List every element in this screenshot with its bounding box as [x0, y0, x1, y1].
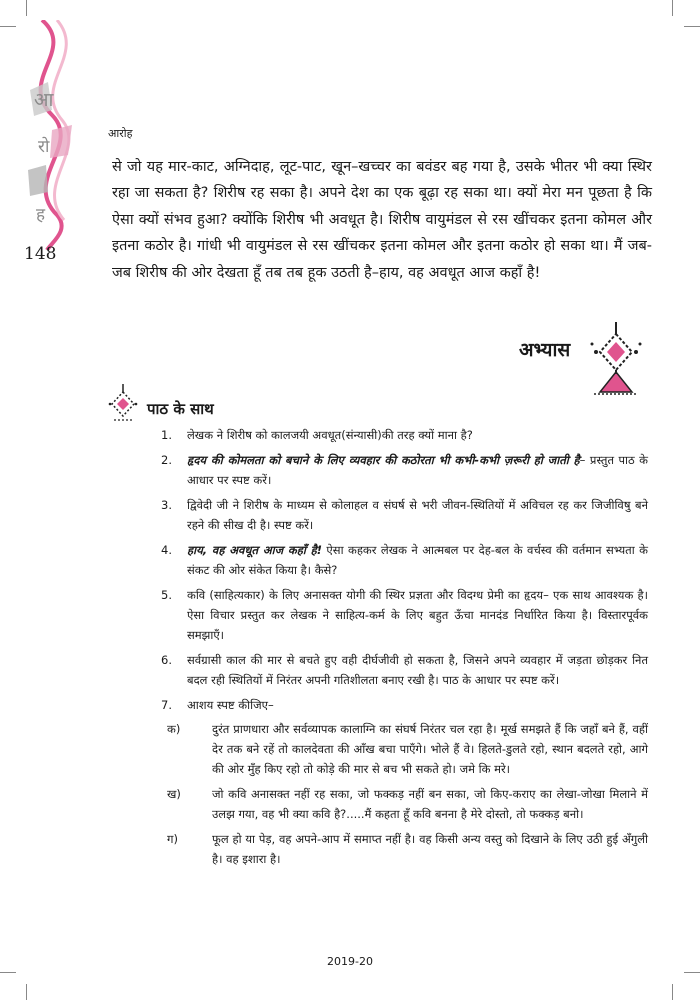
question-item — [158, 495, 648, 535]
sub-question-text: दुरंत प्राणधारा और सर्वव्यापक कालाग्नि का संघर्ष निरंतर चल रहा है। मूर्ख समझते हैं कि जहाँ बने हैं, वहीं देर तक बने रहें तो कालदेवता की आँख बचा पाएँगे। भोले हैं वे। हिलते-डुलते रहो, स्थान बदलते रहो, आगे की ओर मुँह किए रहो तो कोड़े की मार से बच भी सकते हो। जमे कि मरे। — [212, 722, 648, 776]
question-number: 2. — [161, 453, 172, 467]
side-letter: ह — [36, 205, 46, 225]
question-item — [158, 450, 648, 490]
section-motif-icon — [108, 384, 138, 424]
question-item — [158, 695, 648, 869]
question-number: 7. — [161, 698, 172, 712]
crop-mark — [0, 972, 16, 973]
sub-question-text: जो कवि अनासक्त नहीं रह सका, जो फक्कड़ नहीं बन सका, जो किए-कराए का लेखा-जोखा मिलाने में उलझ गया, वह भी क्या कवि है?.....मैं कहता हूँ कवि बनना है मेरे दोस्तो, तो फक्कड़ बनो। — [212, 787, 648, 821]
question-item — [158, 540, 648, 580]
crop-mark — [26, 0, 27, 16]
sub-question-list — [167, 719, 648, 869]
question-list — [158, 425, 648, 874]
question-number: 1. — [161, 428, 172, 442]
side-ribbon-decoration — [22, 20, 92, 250]
sub-question-label: क) — [167, 722, 181, 736]
crop-mark — [684, 26, 700, 27]
question-text: आशय स्पष्ट कीजिए– — [187, 698, 274, 712]
page-number: 148 — [24, 244, 57, 264]
crop-mark — [26, 984, 27, 1000]
question-text: ऐसा कहकर लेखक ने आत्मबल पर देह-बल के वर्चस्व की वर्तमान सभ्यता के संकट की ओर संकेत किया है। कैसे? — [187, 543, 648, 577]
question-text: लेखक ने शिरीष को कालजयी अवधूत(संन्यासी)की तरह क्यों माना है? — [187, 428, 473, 442]
question-text: द्विवेदी जी ने शिरीष के माध्यम से कोलाहल व संघर्ष से भरी जीवन-स्थितियों में अविचल रह कर जिजीविषु बने रहने की सीख दी है। स्पष्ट करें। — [187, 498, 648, 532]
question-text: – प्रस्तुत पाठ के आधार पर स्पष्ट करें। — [187, 453, 649, 487]
crop-mark — [672, 984, 673, 1000]
exercise-heading: अभ्यास — [519, 339, 571, 361]
page-footer-year: 2019-20 — [327, 955, 373, 968]
side-letter: रो — [38, 137, 50, 157]
section-heading: पाठ के साथ — [147, 400, 214, 418]
question-number: 6. — [161, 653, 172, 667]
sub-question-item — [167, 719, 648, 779]
question-item — [158, 585, 648, 645]
crop-mark — [0, 26, 16, 27]
question-text: कवि (साहित्यकार) के लिए अनासक्त योगी की स्थिर प्रज्ञता और विदग्ध प्रेमी का हृदय– एक साथ आवश्यक है। ऐसा विचार प्रस्तुत कर लेखक ने साहित्य-कर्म के लिए बहुत ऊँचा मानदंड निर्धारित किया है। विस्तारपूर्वक समझाएँ। — [187, 588, 648, 642]
sub-question-label: ख) — [167, 787, 181, 801]
sub-question-item — [167, 784, 648, 824]
sub-question-item — [167, 829, 648, 869]
intro-paragraph: से जो यह मार-काट, अग्निदाह, लूट-पाट, खून–खच्चर का बवंडर बह गया है, उसके भीतर भी क्या स्थिर रहा जा सकता है? शिरीष रह सका है। अपने देश का एक बूढ़ा रह सका था। क्यों मेरा मन पूछता है कि ऐसा क्यों संभव हुआ? क्योंकि शिरीष भी अवधूत है। शिरीष वायुमंडल से रस खींचकर इतना कोमल और इतना कठोर है। गांधी भी वायुमंडल से रस खींचकर इतना कोमल और इतना कठोर हो सका था। मैं जब-जब शिरीष की ओर देखता हूँ तब तब हूक उठती है–हाय, वह अवधूत आज कहाँ है! — [112, 159, 652, 281]
question-item — [158, 425, 648, 445]
question-emphasis: हाय, वह अवधूत आज कहाँ है! — [187, 543, 322, 557]
crop-mark — [684, 972, 700, 973]
question-item — [158, 650, 648, 690]
crop-mark — [672, 0, 673, 16]
question-number: 4. — [161, 543, 172, 557]
running-head: आरोह — [108, 127, 133, 140]
sub-question-label: ग) — [167, 832, 178, 846]
question-number: 5. — [161, 588, 172, 602]
question-number: 3. — [161, 498, 172, 512]
sub-question-text: फूल हो या पेड़, वह अपने-आप में समाप्त नहीं है। वह किसी अन्य वस्तु को दिखाने के लिए उठी हुई अँगुली है। वह इशारा है। — [212, 832, 648, 866]
question-text: सर्वग्रासी काल की मार से बचते हुए वही दीर्घजीवी हो सकता है, जिसने अपने व्यवहार में जड़ता छोड़कर नित बदल रही स्थितियों में निरंतर अपनी गतिशीलता बनाए रखी है। पाठ के आधार पर स्पष्ट करें। — [187, 653, 648, 687]
tribal-motif-icon — [588, 322, 644, 398]
side-letter: आ — [34, 89, 54, 111]
question-emphasis: हृदय की कोमलता को बचाने के लिए व्यवहार की कठोरता भी कभी-कभी ज़रूरी हो जाती है — [187, 453, 580, 467]
